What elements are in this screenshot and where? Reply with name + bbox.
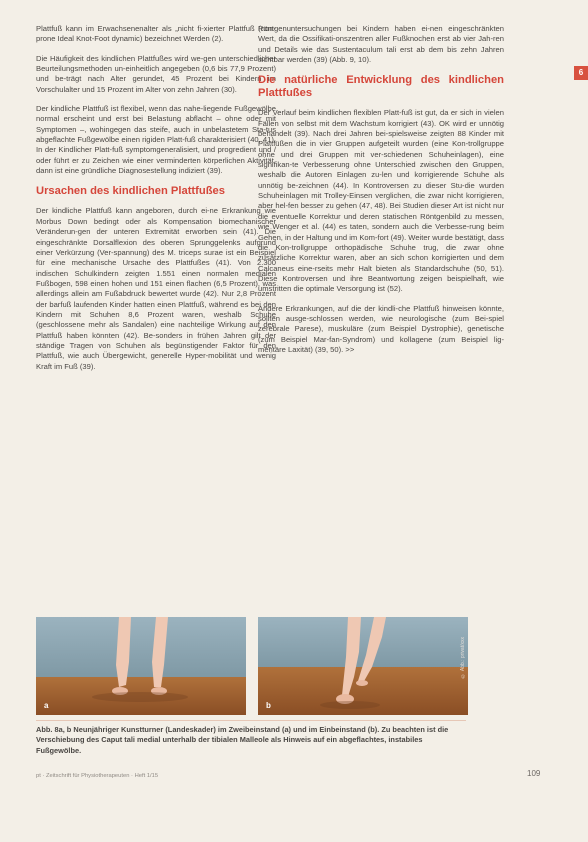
paragraph-text: Andere Erkrankungen, auf die der kindli-che Plattfuß hinweisen könnte, sollten ausge-schlossen werden, wie neurologische (zum Bei-spiel zerebrale Parese), muskuläre (zum Beispiel Dystrophie), genetische (zum Beispiel Mar-fan-Syndrom) und kollagene (zum Beispiel lig-mentäre Laxität) (39, 50). xyxy=(258,303,504,354)
figure-label-b: b xyxy=(266,701,271,710)
figure-b xyxy=(258,617,468,715)
photo-credit: © Abb.: privat/xxx xyxy=(460,637,466,679)
figure-a xyxy=(36,617,246,715)
paragraph: Plattfuß kann im Erwachsenenalter als „nicht fi-xierter Plattfuß (non-prone Ideal Knot-Foot dynamic) bezeichnet Werden (2). xyxy=(36,24,276,44)
figure-caption: Abb. 8a, b Neunjähriger Kunstturner (Landeskader) im Zweibeinstand (a) und im Einbeinstand (b). Zu beachten ist die Verschiebung des Caput tali medial unterhalb der tibialen Malleole als Hinweis auf ein abgeflachtes, instabiles Fußgewölbe. xyxy=(36,720,466,756)
chapter-tab: 6 xyxy=(574,66,588,80)
photo-legs-two-leg-stance xyxy=(36,617,246,715)
figure-label-a: a xyxy=(44,701,49,710)
right-column xyxy=(258,24,504,364)
photo-legs-one-leg-stance xyxy=(258,617,468,715)
journal-footer: pt · Zeitschrift für Physiotherapeuten · Heft 1/15 xyxy=(36,773,159,779)
paragraph: Röntgenuntersuchungen bei Kindern haben ei-nen eingeschränkten Wert, da die Ossifikati-onszentren aller Fußknochen erst ab vier Jah-ren und Details wie das Sustentaculum tali erst ab dem bis zehn Jahren sichtbar werden (39) (Abb. 9, 10). xyxy=(258,24,504,65)
paragraph: Der kindliche Plattfuß ist flexibel, wenn das nahe-liegende Fußgewölbe normal erscheint und erst bei Belastung abflacht – ohne oder mit Symptomen –, wohingegen das steife, auch in unbelastetem Sta-tus abgeflachte Fußgewölbe einen rigiden Platt-fuß charakterisiert (40, 41). In der Kindlicher Platt-fuß symptomgeneralisiert, und progredient und / oder führt er zu Zeichen wie einer verminderten körperlichen Aktivität, dann ist eine gründliche Diagnosestellung indiziert (39). xyxy=(36,104,276,176)
page-number: 109 xyxy=(527,769,541,778)
continuation-arrow: >> xyxy=(345,344,355,354)
section-heading-natural-development: Die natürliche Entwicklung des kindlichen Plattfußes xyxy=(258,74,504,100)
paragraph: Der Verlauf beim kindlichen flexiblen Platt-fuß ist gut, da er sich in vielen Fällen von selbst mit dem Wachstum korrigiert (43). OK wird er unnötig behandelt (39). Nach drei Jahren bei-spielsweise zeigten 88 Kinder mit Plattfüßen die in vier Gruppen aufgeteilt wurden (eine Kon-trollgruppe ohne und drei Gruppen mit ver-schiedenen Schuheinlagen), eine signifikan-te Verbesserung ohne Unterschied zwischen den Gruppen, weshalb die Autoren Einlagen zu-len und korrigierende Schuhe als unnötig be-zeichnen (44). In Kontroversen zu dieser Stu-die wurden Schuheinlagen mit Trolley-Einsen verglichen, die zwar nicht korrigieren, aber hel-fen besser zu gehen (47, 48). Bei Studien dieser Art ist nicht nur die eventuelle Korrektur und deren statischen Röntgenbild zu messen, wie Wenger et al. (44) es taten, sondern auch die Verbesse-rung beim Gehen, in der Haltung und im Kom-fort (49). Weiter wurde bestätigt, dass die Kon-trollgruppe orthopädische Schuhe trug, die zwar ohne zusätzliche Korrektur waren, aber an sich schon korrigierten und dem Calcaneus eine-rseits mehr Halt bieten als Standardschuhe (50, 51). Diese Kontroversen und ihre Beantwortung zeigen beispielhaft, wie umstritten die optimale Versorgung ist (52). xyxy=(258,108,504,294)
paragraph xyxy=(258,304,504,356)
paragraph: Der kindliche Plattfuß kann angeboren, durch ei-ne Erkrankung wie Morbus Down bedingt oder als Kompensation biomechanischer Veränderun-gen der unteren Extremität erworben sein (41). Die eingeschränkte Dorsalflexion des oberen Sprunggelenks aufgrund einer Verkürzung (Ver-spannung) des M. triceps surae ist ein Beispiel für eine mechanische Ursache des Plattfußes (41). Von 2.300 indischen Schulkindern zeigten 1.551 einen normalen medialen Fußbogen, 598 einen hohen und 151 einen flachen (6,5 Prozent), was allerdings allein am Fußabdruck bewertet wurde (42). Nur 2,8 Prozent der barfuß laufenden Kinder hatten einen Plattfuß, während es bei den Kindern mit Schuhen 8,6 Prozent waren, weshalb Schuhe (geschlossene mehr als Sandalen) eine nachteilige Wirkung auf den Plattfuß haben könnten (42). Be-sonders in frühen Jahren gilt der ständige Tragen von Schuhen als begünstigender Faktor für den Plattfuß, wie auch Übergewicht, generelle Hyper-mobilität und wenig Kraft im Fuß (39). xyxy=(36,206,276,371)
section-heading-causes: Ursachen des kindlichen Plattfußes xyxy=(36,185,225,198)
paragraph: Die Häufigkeit des kindlichen Plattfußes wird we-gen unterschiedlicher Beurteilungsmethoden un-einheitlich angegeben (0,6 bis 77,9 Prozent) und be-trägt nach Alter gerundet, 45 Prozent bei Kindern im Vorschulalter und 15 Prozent im Alter von zehn Jahren (30). xyxy=(36,53,276,94)
left-column xyxy=(36,24,276,381)
